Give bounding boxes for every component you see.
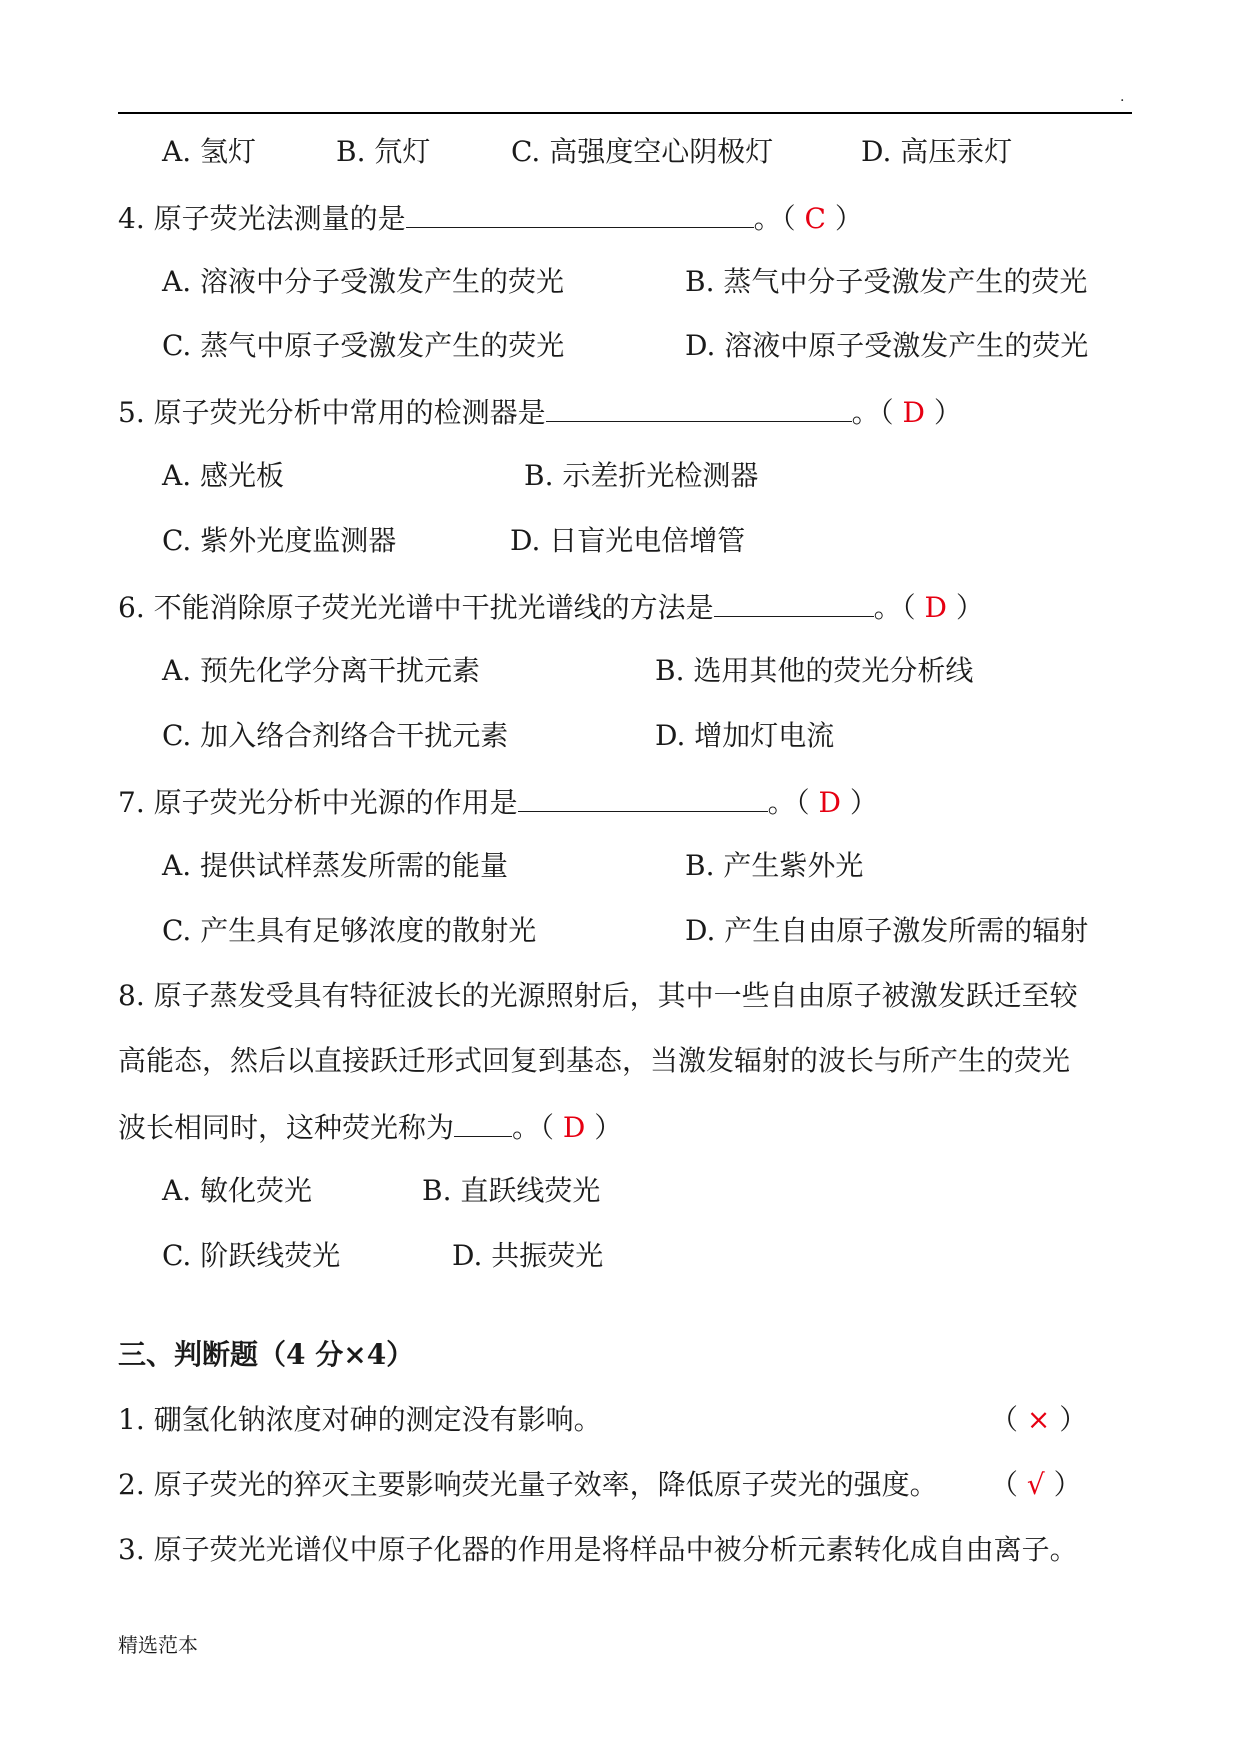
tf-item-1-result (990, 1400, 1087, 1440)
tf-item-1-paren-open: （ (990, 1403, 1027, 1436)
q8-line-3 (0, 1106, 1241, 1146)
q6-options-row-2 (0, 716, 1241, 756)
q6-option-c: C. 加入络合剂络合干扰元素 (162, 719, 509, 752)
q8-text-1: 8. 原子蒸发受具有特征波长的光源照射后，其中一些自由原子被激发跃迁至较 (118, 979, 1078, 1012)
q7-paren-open: 。（ (767, 786, 819, 819)
q6-option-b: B. 选用其他的荧光分析线 (655, 654, 974, 687)
q4-options-row-1 (0, 262, 1241, 302)
q6-stem: 6. 不能消除原子荧光光谱中干扰光谱线的方法是 (118, 591, 714, 624)
q6-answer: D (924, 591, 947, 624)
tf-item-1 (0, 1400, 1241, 1440)
q5-answer: D (902, 396, 925, 429)
tf-item-1-paren-close: ） (1050, 1403, 1088, 1436)
q4-options-row-2 (0, 326, 1241, 366)
q6-options-row-1 (0, 651, 1241, 691)
tf-item-3 (0, 1530, 1241, 1570)
tf-item-2-paren-close: ） (1044, 1468, 1082, 1501)
q4-stem-row (0, 197, 1241, 237)
q7-option-b: B. 产生紫外光 (685, 849, 864, 882)
q3-option-b: B. 氘灯 (336, 135, 431, 168)
q5-option-a: A. 感光板 (162, 459, 285, 492)
q4-option-a: A. 溶液中分子受激发产生的荧光 (162, 265, 565, 298)
footer-label: 精选范本 (118, 1633, 198, 1657)
q7-options-row-1 (0, 846, 1241, 886)
question-5 (118, 391, 962, 433)
q7-answer: D (818, 786, 841, 819)
q8-line-1 (0, 976, 1241, 1016)
q4-stem: 4. 原子荧光法测量的是 (118, 202, 406, 235)
q8-paren-open: 。（ (512, 1111, 563, 1144)
q5-paren-close: ） (924, 396, 962, 429)
q8-blank (454, 1106, 512, 1137)
q5-option-b: B. 示差折光检测器 (524, 459, 759, 492)
q7-option-a: A. 提供试样蒸发所需的能量 (162, 849, 509, 882)
q6-option-a: A. 预先化学分离干扰元素 (162, 654, 481, 687)
q6-option-d: D. 增加灯电流 (655, 719, 835, 752)
q8-text-2: 高能态，然后以直接跃迁形式回复到基态，当激发辐射的波长与所产生的荧光 (118, 1044, 1071, 1077)
header-rule (118, 112, 1132, 114)
q8-option-b: B. 直跃线荧光 (422, 1174, 601, 1207)
q7-stem: 7. 原子荧光分析中光源的作用是 (118, 786, 518, 819)
tf-item-1-text: 1. 硼氢化钠浓度对砷的测定没有影响。 (118, 1403, 602, 1436)
tf-item-3-text: 3. 原子荧光光谱仪中原子化器的作用是将样品中被分析元素转化成自由离子。 (118, 1533, 1078, 1566)
q4-option-d: D. 溶液中原子受激发产生的荧光 (685, 329, 1089, 362)
q7-options-row-2 (0, 911, 1241, 951)
q7-blank (518, 781, 768, 812)
q4-blank (406, 197, 754, 228)
q5-option-c: C. 紫外光度监测器 (162, 524, 397, 557)
check-mark-icon: √ (1026, 1468, 1045, 1501)
question-4 (118, 197, 863, 239)
q5-stem-row (0, 391, 1241, 431)
q4-option-b: B. 蒸气中分子受激发产生的荧光 (685, 265, 1088, 298)
tf-item-2-paren-open: （ (990, 1468, 1027, 1501)
q4-paren-open: 。（ (753, 202, 805, 235)
tf-item-2 (0, 1465, 1241, 1505)
q8-answer: D (562, 1111, 586, 1144)
q3-options-row (0, 132, 1241, 172)
q7-option-d: D. 产生自由原子激发所需的辐射 (685, 914, 1089, 947)
tf-item-2-text: 2. 原子荧光的猝灭主要影响荧光量子效率，降低原子荧光的强度。 (118, 1468, 938, 1501)
q3-option-c: C. 高强度空心阴极灯 (511, 135, 774, 168)
tf-item-2-result (990, 1465, 1082, 1505)
q7-paren-close: ） (840, 786, 878, 819)
q6-stem-row (0, 586, 1241, 626)
q3-option-d: D. 高压汞灯 (861, 135, 1013, 168)
q8-options-row-2 (0, 1236, 1241, 1276)
q5-options-row-2 (0, 521, 1241, 561)
q5-stem: 5. 原子荧光分析中常用的检测器是 (118, 396, 546, 429)
q3-option-a: A. 氢灯 (162, 135, 257, 168)
q6-paren-open: 。（ (873, 591, 925, 624)
q7-option-c: C. 产生具有足够浓度的散射光 (162, 914, 537, 947)
q8-option-d: D. 共振荧光 (452, 1239, 604, 1272)
q8-paren-close: ） (585, 1111, 623, 1144)
q4-paren-close: ） (825, 202, 863, 235)
q8-line-2 (0, 1041, 1241, 1081)
question-7 (118, 781, 878, 823)
q5-options-row-1 (0, 456, 1241, 496)
q8-option-a: A. 敏化荧光 (162, 1174, 313, 1207)
q5-paren-open: 。（ (851, 396, 903, 429)
header-mark: . (1120, 89, 1125, 105)
q6-blank (714, 586, 874, 617)
question-8 (118, 1106, 622, 1148)
q4-option-c: C. 蒸气中原子受激发产生的荧光 (162, 329, 565, 362)
q5-option-d: D. 日盲光电倍增管 (510, 524, 746, 557)
q7-stem-row (0, 781, 1241, 821)
q8-options-row-1 (0, 1171, 1241, 1211)
question-6 (118, 586, 984, 628)
q6-paren-close: ） (946, 591, 984, 624)
q8-option-c: C. 阶跃线荧光 (162, 1239, 341, 1272)
cross-mark-icon: × (1026, 1403, 1051, 1436)
q8-text-3: 波长相同时，这种荧光称为 (118, 1111, 455, 1144)
section-3-title: 三、判断题（4 分×4） (118, 1338, 415, 1371)
q5-blank (546, 391, 852, 422)
q4-answer: C (804, 202, 826, 235)
